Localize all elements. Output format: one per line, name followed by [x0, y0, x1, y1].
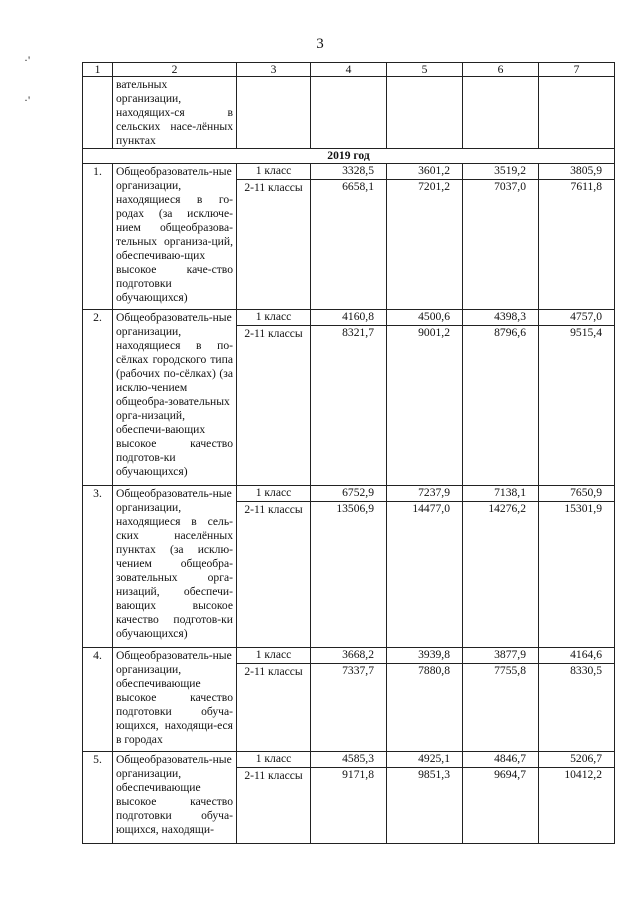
value-cell: 9851,3 [418, 768, 450, 781]
value-cell: 6752,9 [311, 486, 386, 502]
value-cell: 8330,5 [570, 664, 602, 677]
value-cell: 9171,8 [342, 768, 374, 781]
org-type: Общеобразователь-ные организации, обеспечивающие высокое качество подготовки обуча-ющихся, находящи- [113, 752, 237, 844]
value-cell: 9001,2 [418, 326, 450, 339]
year-label: 2019 год [83, 149, 615, 164]
value-cell: 3805,9 [539, 164, 614, 180]
header-cell: 3 [237, 63, 311, 77]
tariff-table [82, 62, 615, 844]
table-row [83, 648, 615, 752]
org-type: Общеобразователь-ные организации, обеспечивающие высокое качество подготовки обуча-ющихся, находящи-еся в городах [113, 648, 237, 752]
value-cell: 7337,7 [342, 664, 374, 677]
value-cell: 4160,8 [311, 310, 386, 326]
value-cell: 9515,4 [570, 326, 602, 339]
value-cell: 14276,2 [488, 502, 526, 515]
value-cell: 8796,6 [494, 326, 526, 339]
year-row [83, 149, 615, 164]
continuation-text: вательных организации, находящих-ся в сельских насе-лённых пунктах [113, 77, 237, 149]
value-cell: 5206,7 [539, 752, 614, 768]
class-2-11-label: 2-11 классы [244, 665, 303, 678]
value-cell: 7611,8 [570, 180, 602, 193]
class-1-label: 1 класс [237, 648, 310, 664]
class-2-11-label: 2-11 классы [244, 769, 303, 782]
header-cell: 5 [387, 63, 463, 77]
class-1-label: 1 класс [237, 164, 310, 180]
table-row [83, 486, 615, 648]
page-number: 3 [316, 36, 324, 52]
org-type: Общеобразователь-ные организации, находящиеся в го-родах (за исключе-нием общеобразова-тельных организа-ций, обеспечиваю-щих высокое каче-ство подготовки обучающихся) [113, 164, 237, 310]
value-cell: 4164,6 [539, 648, 614, 664]
value-cell: 10412,2 [564, 768, 602, 781]
org-type: Общеобразователь-ные организации, находящиеся в сель-ских населённых пунктах (за исклю-чением общеобра-зовательных орга-низаций, обеспечи-вающих высокое качество подготов-ки обучающихся) [113, 486, 237, 648]
value-cell: 4757,0 [539, 310, 614, 326]
row-number: 1. [83, 164, 113, 310]
row-number: 4. [83, 648, 113, 752]
value-cell: 9694,7 [494, 768, 526, 781]
class-2-11-label: 2-11 классы [244, 327, 303, 340]
value-cell: 7138,1 [463, 486, 538, 502]
value-cell: 3328,5 [311, 164, 386, 180]
row-number: 3. [83, 486, 113, 648]
value-cell: 3601,2 [387, 164, 462, 180]
value-cell: 15301,9 [564, 502, 602, 515]
value-cell: 6658,1 [342, 180, 374, 193]
value-cell: 4500,6 [387, 310, 462, 326]
value-cell: 3668,2 [311, 648, 386, 664]
value-cell: 8321,7 [342, 326, 374, 339]
header-cell: 1 [83, 63, 113, 77]
value-cell: 7201,2 [418, 180, 450, 193]
value-cell: 7755,8 [494, 664, 526, 677]
value-cell: 7037,0 [494, 180, 526, 193]
value-cell: 7650,9 [539, 486, 614, 502]
row-number: 2. [83, 310, 113, 486]
value-cell: 14477,0 [412, 502, 450, 515]
header-cell: 4 [311, 63, 387, 77]
class-2-11-label: 2-11 классы [244, 181, 303, 194]
class-1-label: 1 класс [237, 752, 310, 768]
org-type: Общеобразователь-ные организации, находящиеся в по-сёлках городского типа (рабочих по-сёлках) (за исклю-чением общеобра-зовательных орга-низаций, обеспечи-вающих высокое качество подготов-ки обучающихся) [113, 310, 237, 486]
class-2-11-label: 2-11 классы [244, 503, 303, 516]
value-cell: 4398,3 [463, 310, 538, 326]
value-cell: 7237,9 [387, 486, 462, 502]
header-row [83, 63, 615, 77]
value-cell: 13506,9 [336, 502, 374, 515]
value-cell: 4846,7 [463, 752, 538, 768]
continuation-row [83, 77, 615, 149]
table-row [83, 752, 615, 844]
header-cell: 6 [463, 63, 539, 77]
value-cell: 3519,2 [463, 164, 538, 180]
table-row [83, 164, 615, 310]
class-1-label: 1 класс [237, 486, 310, 502]
class-1-label: 1 класс [237, 310, 310, 326]
scan-specks: ·' ·' [24, 53, 31, 107]
table-row [83, 310, 615, 486]
value-cell: 7880,8 [418, 664, 450, 677]
header-cell: 2 [113, 63, 237, 77]
value-cell: 4585,3 [311, 752, 386, 768]
value-cell: 4925,1 [387, 752, 462, 768]
header-cell: 7 [539, 63, 615, 77]
row-number: 5. [83, 752, 113, 844]
value-cell: 3939,8 [387, 648, 462, 664]
value-cell: 3877,9 [463, 648, 538, 664]
